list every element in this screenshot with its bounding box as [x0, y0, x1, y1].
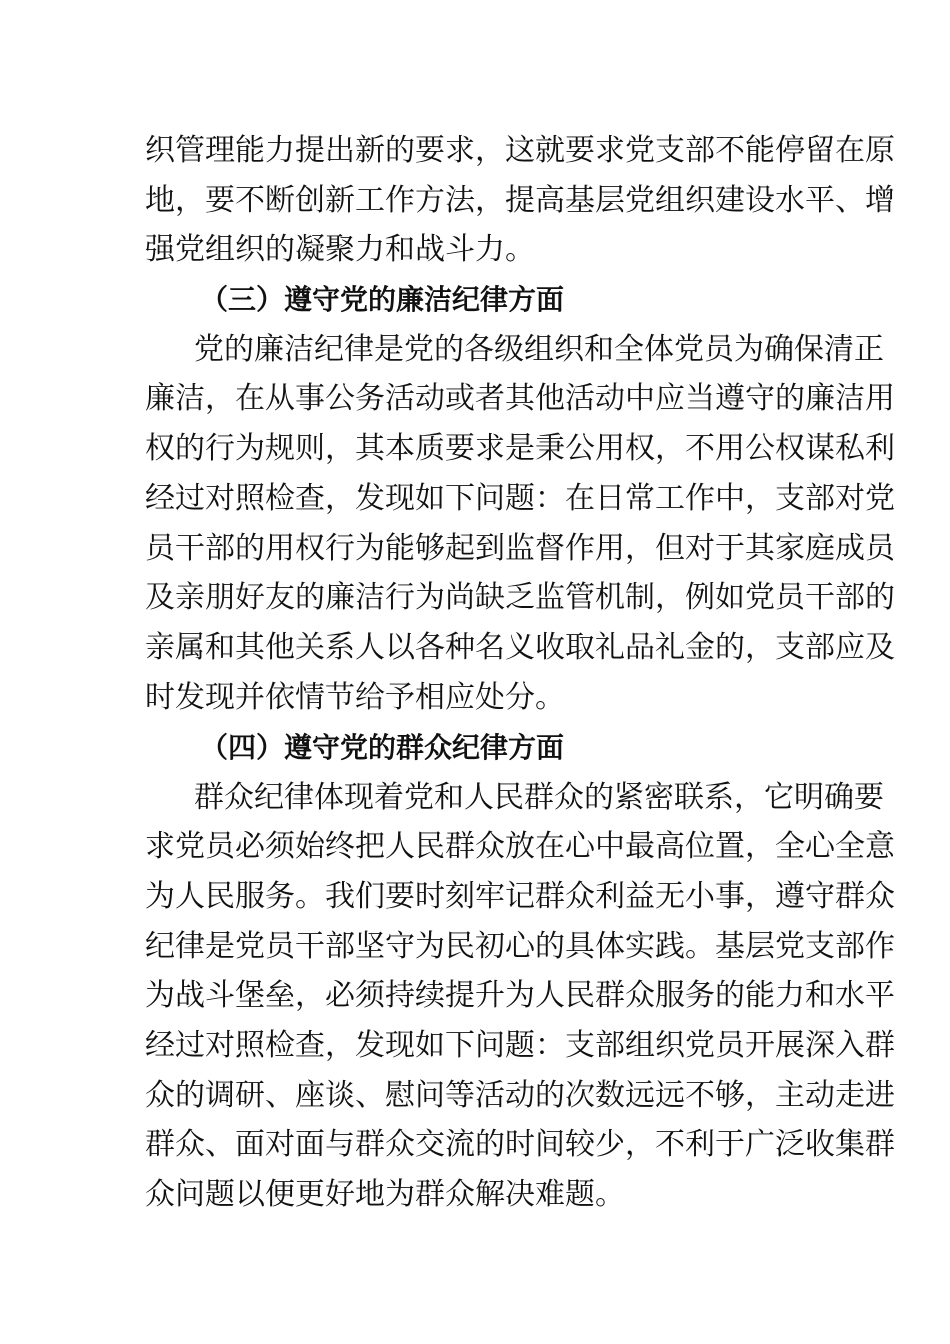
paragraph-line: 及亲朋好友的廉洁行为尚缺乏监管机制，例如党员干部的 — [145, 580, 895, 615]
paragraph-line: 时发现并依情节给予相应处分。 — [145, 680, 565, 715]
paragraph-line: 经过对照检查，发现如下问题：在日常工作中，支部对党 — [145, 481, 895, 516]
section-heading-4: （四）遵守党的群众纪律方面 — [200, 731, 565, 764]
paragraph-line: 党的廉洁纪律是党的各级组织和全体党员为确保清正 — [194, 332, 884, 367]
paragraph-line: 求党员必须始终把人民群众放在心中最高位置，全心全意 — [145, 829, 895, 864]
paragraph-line: 众的调研、座谈、慰问等活动的次数远远不够，主动走进 — [145, 1078, 895, 1113]
paragraph-line: 员干部的用权行为能够起到监督作用，但对于其家庭成员 — [145, 531, 895, 566]
paragraph-line: 经过对照检查，发现如下问题：支部组织党员开展深入群 — [145, 1028, 895, 1063]
paragraph-line: 众问题以便更好地为群众解决难题。 — [145, 1177, 625, 1212]
paragraph-line: 纪律是党员干部坚守为民初心的具体实践。基层党支部作 — [145, 929, 895, 964]
paragraph-line: 强党组织的凝聚力和战斗力。 — [145, 232, 535, 267]
paragraph-line: 为人民服务。我们要时刻牢记群众利益无小事，遵守群众 — [145, 879, 895, 914]
paragraph-line: 地，要不断创新工作方法，提高基层党组织建设水平、增 — [145, 183, 895, 218]
section-heading-3: （三）遵守党的廉洁纪律方面 — [200, 283, 565, 316]
paragraph-line: 廉洁，在从事公务活动或者其他活动中应当遵守的廉洁用 — [145, 381, 895, 416]
paragraph-line: 织管理能力提出新的要求，这就要求党支部不能停留在原 — [145, 133, 895, 168]
paragraph-line: 权的行为规则，其本质要求是秉公用权，不用公权谋私利 — [145, 431, 895, 466]
paragraph-line: 群众、面对面与群众交流的时间较少，不利于广泛收集群 — [145, 1127, 895, 1162]
paragraph-line: 群众纪律体现着党和人民群众的紧密联系，它明确要 — [194, 780, 884, 815]
paragraph-line: 为战斗堡垒，必须持续提升为人民群众服务的能力和水平 — [145, 978, 895, 1013]
paragraph-line: 亲属和其他关系人以各种名义收取礼品礼金的，支部应及 — [145, 630, 895, 665]
